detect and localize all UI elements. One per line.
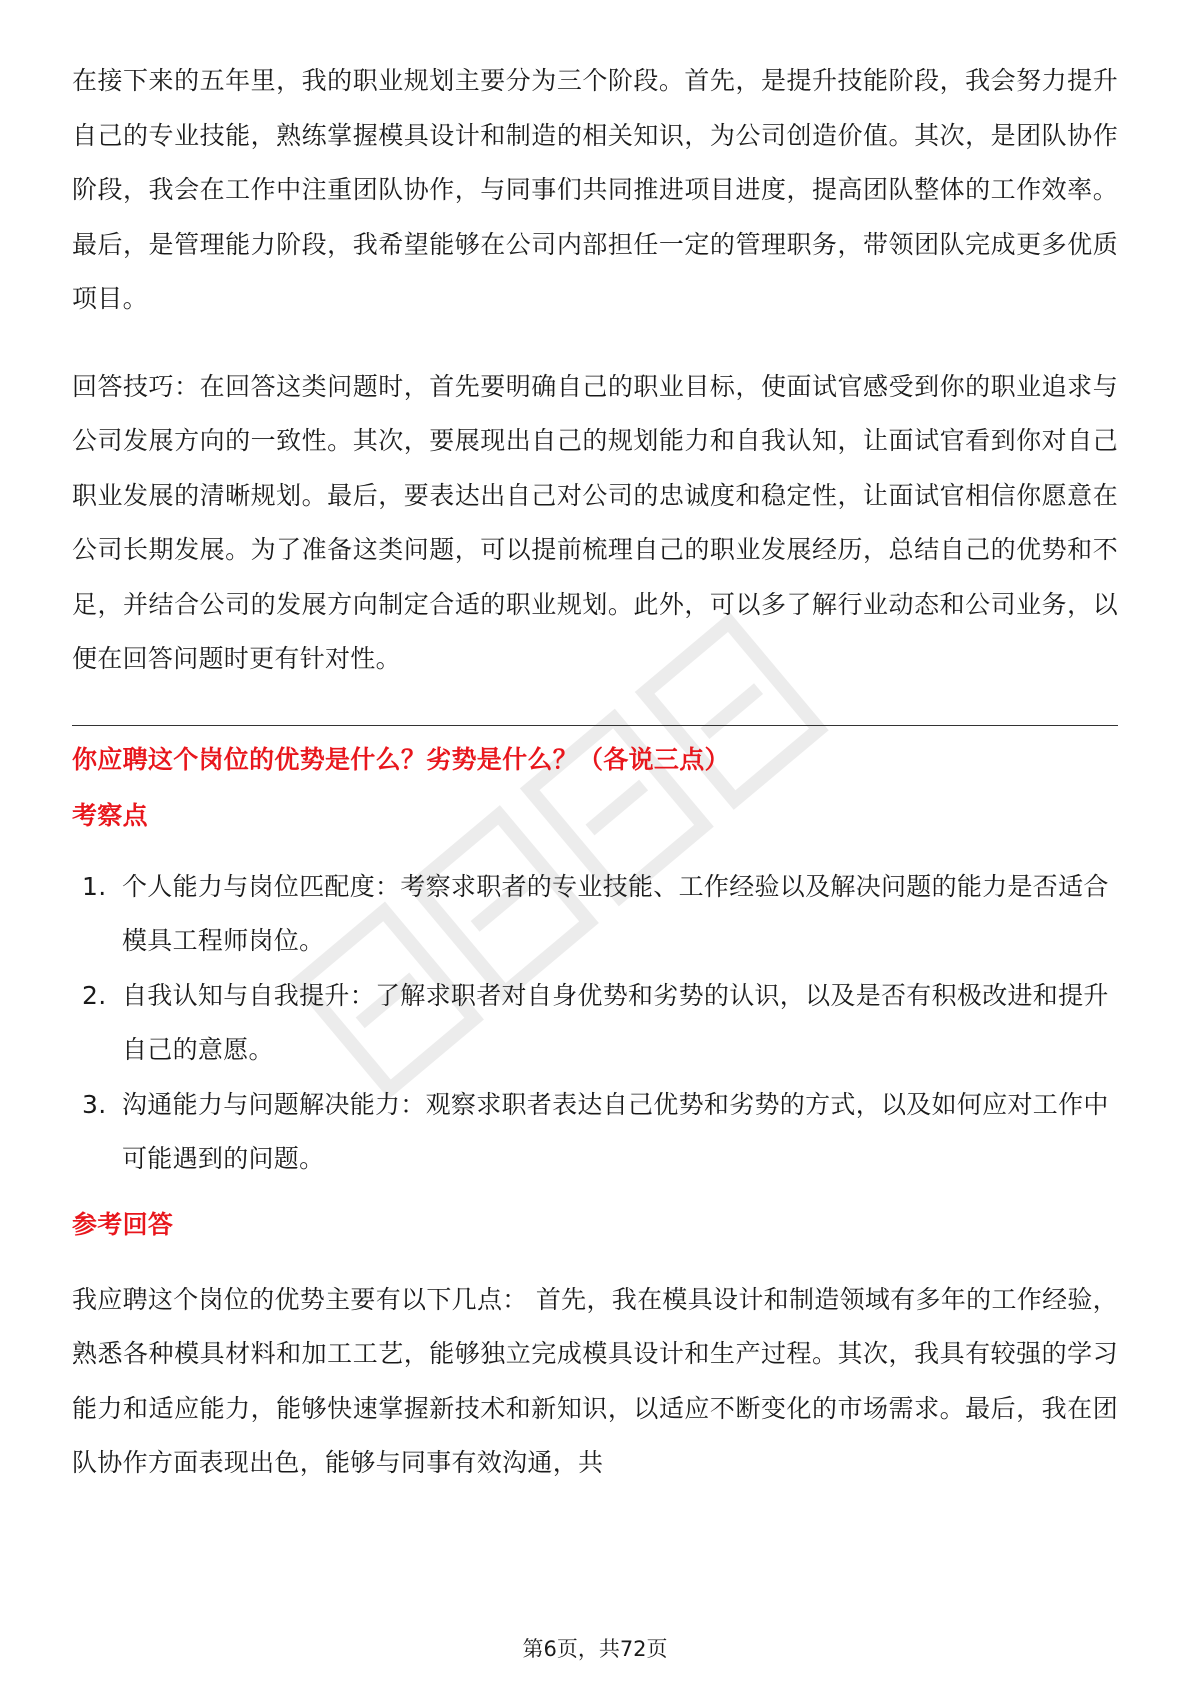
list-item-number: 3.: [82, 1089, 107, 1119]
list-item-text: 自我认知与自我提升：了解求职者对自身优势和劣势的认识，以及是否有积极改进和提升自己的意愿。: [122, 980, 1109, 1064]
page-number-footer: 第6页，共72页: [522, 1637, 668, 1661]
page-content: [72, 54, 1118, 1491]
list-item-text: 沟通能力与问题解决能力：观察求职者表达自己优势和劣势的方式，以及如何应对工作中可能遇到的问题。: [122, 1089, 1109, 1173]
list-item-number: 1.: [82, 871, 107, 901]
examine-points-heading: 考察点: [72, 800, 148, 830]
list-item: [72, 1078, 1118, 1187]
answer-tips-paragraph: 回答技巧：在回答这类问题时，首先要明确自己的职业目标，使面试官感受到你的职业追求与公司发展方向的一致性。其次，要展现出自己的规划能力和自我认知，让面试官看到你对自己职业发展的清晰规划。最后，要表达出自己对公司的忠诚度和稳定性，让面试官相信你愿意在公司长期发展。为了准备这类问题，可以提前梳理自己的职业发展经历，总结自己的优势和不足，并结合公司的发展方向制定合适的职业规划。此外，可以多了解行业动态和公司业务，以便在回答问题时更有针对性。: [72, 371, 1118, 673]
list-item-text: 个人能力与岗位匹配度：考察求职者的专业技能、工作经验以及解决问题的能力是否适合模具工程师岗位。: [122, 871, 1109, 955]
list-item: [72, 969, 1118, 1078]
question-title: 你应聘这个岗位的优势是什么？劣势是什么？（各说三点）: [72, 744, 730, 774]
list-item-number: 2.: [82, 980, 107, 1010]
list-item: [72, 860, 1118, 969]
reference-answer-paragraph: 我应聘这个岗位的优势主要有以下几点： 首先，我在模具设计和制造领域有多年的工作经验，熟悉各种模具材料和加工工艺，能够独立完成模具设计和生产过程。其次，我具有较强的学习能力和适应能力，能够快速掌握新技术和新知识，以适应不断变化的市场需求。最后，我在团队协作方面表现出色，能够与同事有效沟通，共: [72, 1284, 1118, 1477]
career-plan-paragraph: 在接下来的五年里，我的职业规划主要分为三个阶段。首先，是提升技能阶段，我会努力提升自己的专业技能，熟练掌握模具设计和制造的相关知识，为公司创造价值。其次，是团队协作阶段，我会在工作中注重团队协作，与同事们共同推进项目进度，提高团队整体的工作效率。最后，是管理能力阶段，我希望能够在公司内部担任一定的管理职务，带领团队完成更多优质项目。: [72, 66, 1118, 313]
reference-answer-heading: 参考回答: [72, 1209, 174, 1239]
examine-points-list: [72, 860, 1118, 1187]
section-divider: [72, 725, 1118, 726]
